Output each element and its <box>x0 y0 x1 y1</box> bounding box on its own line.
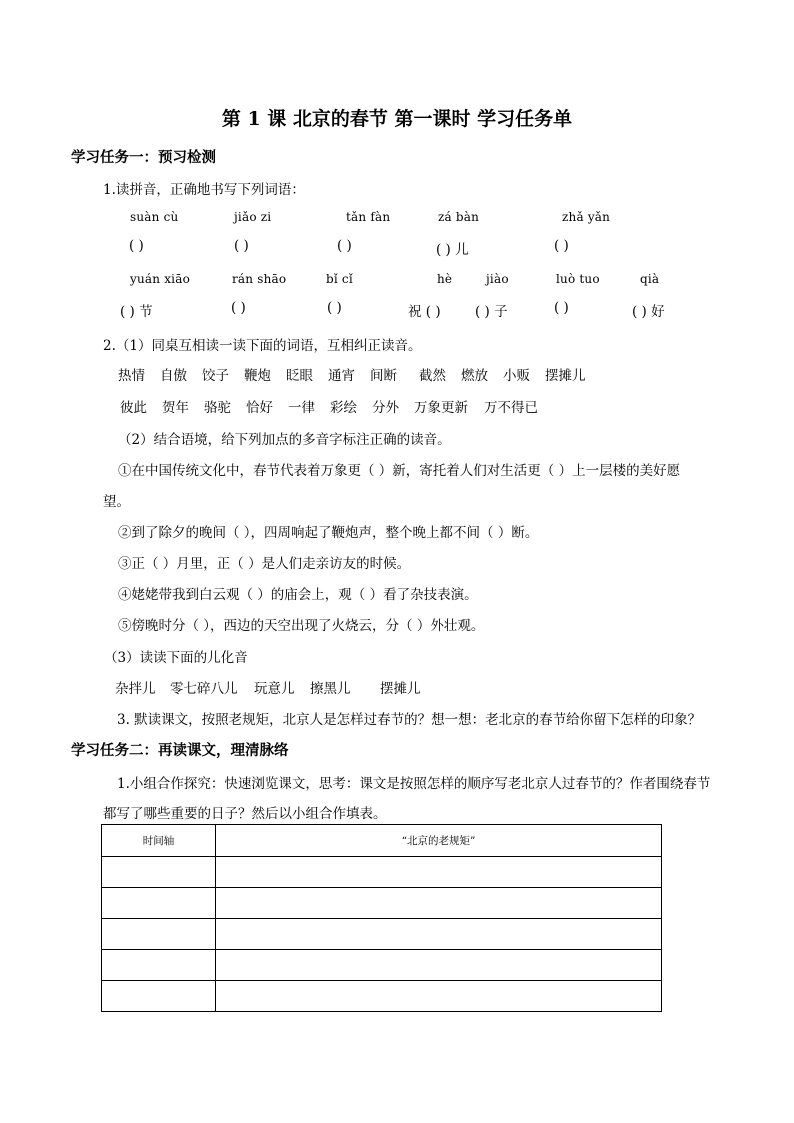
word-jieran: 截然 <box>419 368 446 384</box>
timeline-cell[interactable] <box>102 981 216 1012</box>
table-row <box>102 950 662 981</box>
sentence-2: ②到了除夕的晚间（ ），四周响起了鞭炮声，整个晚上都不间（ ）断。 <box>118 525 539 541</box>
word-yilv: 一律 <box>288 400 315 416</box>
word-qiahao: 恰好 <box>246 400 273 416</box>
timeline-cell[interactable] <box>102 919 216 950</box>
q3-text: 3. 默读课文，按照老规矩，北京人是怎样过春节的？想一想：老北京的春节给你留下怎样的印象？ <box>117 712 702 728</box>
q2-part1: 2.（1）同桌互相读一读下面的词语，互相纠正读音。 <box>103 338 422 354</box>
sentence-3: ③正（ ）月里，正（ ）是人们走亲访友的时候。 <box>118 556 411 572</box>
timeline-cell[interactable] <box>102 857 216 888</box>
task2-q1-line-1: 1.小组合作探究：快速浏览课文，思考：课文是按照怎样的顺序写老北京人过春节的？作者围绕春节 <box>117 776 711 792</box>
word-wanbudeyi: 万不得已 <box>484 400 538 416</box>
pinyin-za-ban: zá bàn <box>438 210 480 224</box>
word-ranfang: 燃放 <box>461 368 488 384</box>
sentence-4: ④姥姥带我到白云观（ ）的庙会上，观（ ）看了杂技表演。 <box>118 587 478 603</box>
word-caihui: 彩绘 <box>330 400 357 416</box>
sentence-5: ⑤傍晚时分（ ），西边的天空出现了火烧云，分（ ）外壮观。 <box>118 618 485 634</box>
blank-za-ban[interactable]: ( ) 儿 <box>436 242 469 258</box>
timeline-table <box>101 824 662 1012</box>
word-xiaofan: 小贩 <box>503 368 530 384</box>
blank-he[interactable]: 祝 ( ) <box>408 304 441 320</box>
erhua-lingqisuibaer: 零七碎八儿 <box>170 681 238 697</box>
task2-heading: 学习任务二：再读课文，理清脉络 <box>71 742 289 759</box>
word-ziao: 自傲 <box>160 368 187 384</box>
word-bianpao: 鞭炮 <box>244 368 271 384</box>
blank-luo-tuo[interactable]: ( ) <box>554 300 569 316</box>
word-bici: 彼此 <box>120 400 147 416</box>
header-timeline: 时间轴 <box>102 825 216 857</box>
blank-jiao-zi[interactable]: ( ) <box>234 238 249 254</box>
word-wanxianggengxin: 万象更新 <box>414 400 468 416</box>
pinyin-jiao-zi: jiǎo zi <box>234 210 272 224</box>
erhua-baitaner: 摆摊儿 <box>380 681 421 697</box>
header-old-rules: “北京的老规矩” <box>216 825 662 857</box>
rules-cell[interactable] <box>216 981 662 1012</box>
word-luotuo: 骆驼 <box>204 400 231 416</box>
pinyin-jiao: jiào <box>486 272 509 286</box>
blank-suan-cu[interactable]: ( ) <box>129 238 144 254</box>
word-tongxiao: 通宵 <box>328 368 355 384</box>
erhua-zabaner: 杂拌儿 <box>115 681 156 697</box>
word-zhayan: 眨眼 <box>286 368 313 384</box>
table-row <box>102 919 662 950</box>
rules-cell[interactable] <box>216 950 662 981</box>
pinyin-tan-fan: tǎn fàn <box>346 210 391 224</box>
blank-jiao[interactable]: ( ) 子 <box>475 304 508 320</box>
pinyin-bi-ci: bǐ cǐ <box>326 272 353 286</box>
page-title: 第 1 课 北京的春节 第一课时 学习任务单 <box>221 108 573 130</box>
table-header-row <box>102 825 662 857</box>
table-row <box>102 857 662 888</box>
q2-part3: （3）读读下面的儿化音 <box>104 650 248 666</box>
pinyin-ran-shao: rán shāo <box>232 272 287 286</box>
blank-bi-ci[interactable]: ( ) <box>327 300 342 316</box>
word-henian: 贺年 <box>162 400 189 416</box>
erhua-caheier: 擦黑儿 <box>310 681 351 697</box>
blank-ran-shao[interactable]: ( ) <box>231 300 246 316</box>
pinyin-he: hè <box>437 272 453 286</box>
sentence-1-line-1: ①在中国传统文化中，春节代表着万象更（ ）新，寄托着人们对生活更（ ）上一层楼的美好愿 <box>118 463 681 479</box>
blank-yuan-xiao[interactable]: ( ) 节 <box>120 304 153 320</box>
sentence-1-line-2: 望。 <box>103 494 130 510</box>
pinyin-yuan-xiao: yuán xiāo <box>130 272 190 286</box>
rules-cell[interactable] <box>216 857 662 888</box>
task2-q1-line-2: 都写了哪些重要的日子？然后以小组合作填表。 <box>103 806 387 822</box>
q1-prompt: 1.读拼音，正确地书写下列词语： <box>103 182 305 198</box>
pinyin-qia: qià <box>640 272 660 286</box>
rules-cell[interactable] <box>216 919 662 950</box>
timeline-cell[interactable] <box>102 888 216 919</box>
erhua-wanyier: 玩意儿 <box>254 681 295 697</box>
table-row <box>102 888 662 919</box>
blank-tan-fan[interactable]: ( ) <box>337 238 352 254</box>
blank-zha-yan[interactable]: ( ) <box>554 238 569 254</box>
pinyin-zha-yan: zhǎ yǎn <box>562 210 611 224</box>
q2-part2: （2）结合语境，给下列加点的多音字标注正确的读音。 <box>118 432 451 448</box>
word-reqing: 热情 <box>118 368 145 384</box>
task1-heading: 学习任务一：预习检测 <box>71 149 216 166</box>
word-baitaner: 摆摊儿 <box>545 368 586 384</box>
blank-qia[interactable]: ( ) 好 <box>632 304 665 320</box>
table-row <box>102 981 662 1012</box>
timeline-cell[interactable] <box>102 950 216 981</box>
word-jiaozi: 饺子 <box>202 368 229 384</box>
word-fenwai: 分外 <box>372 400 399 416</box>
rules-cell[interactable] <box>216 888 662 919</box>
word-jianduan: 间断 <box>370 368 397 384</box>
pinyin-suan-cu: suàn cù <box>130 210 179 224</box>
pinyin-luo-tuo: luò tuo <box>556 272 600 286</box>
